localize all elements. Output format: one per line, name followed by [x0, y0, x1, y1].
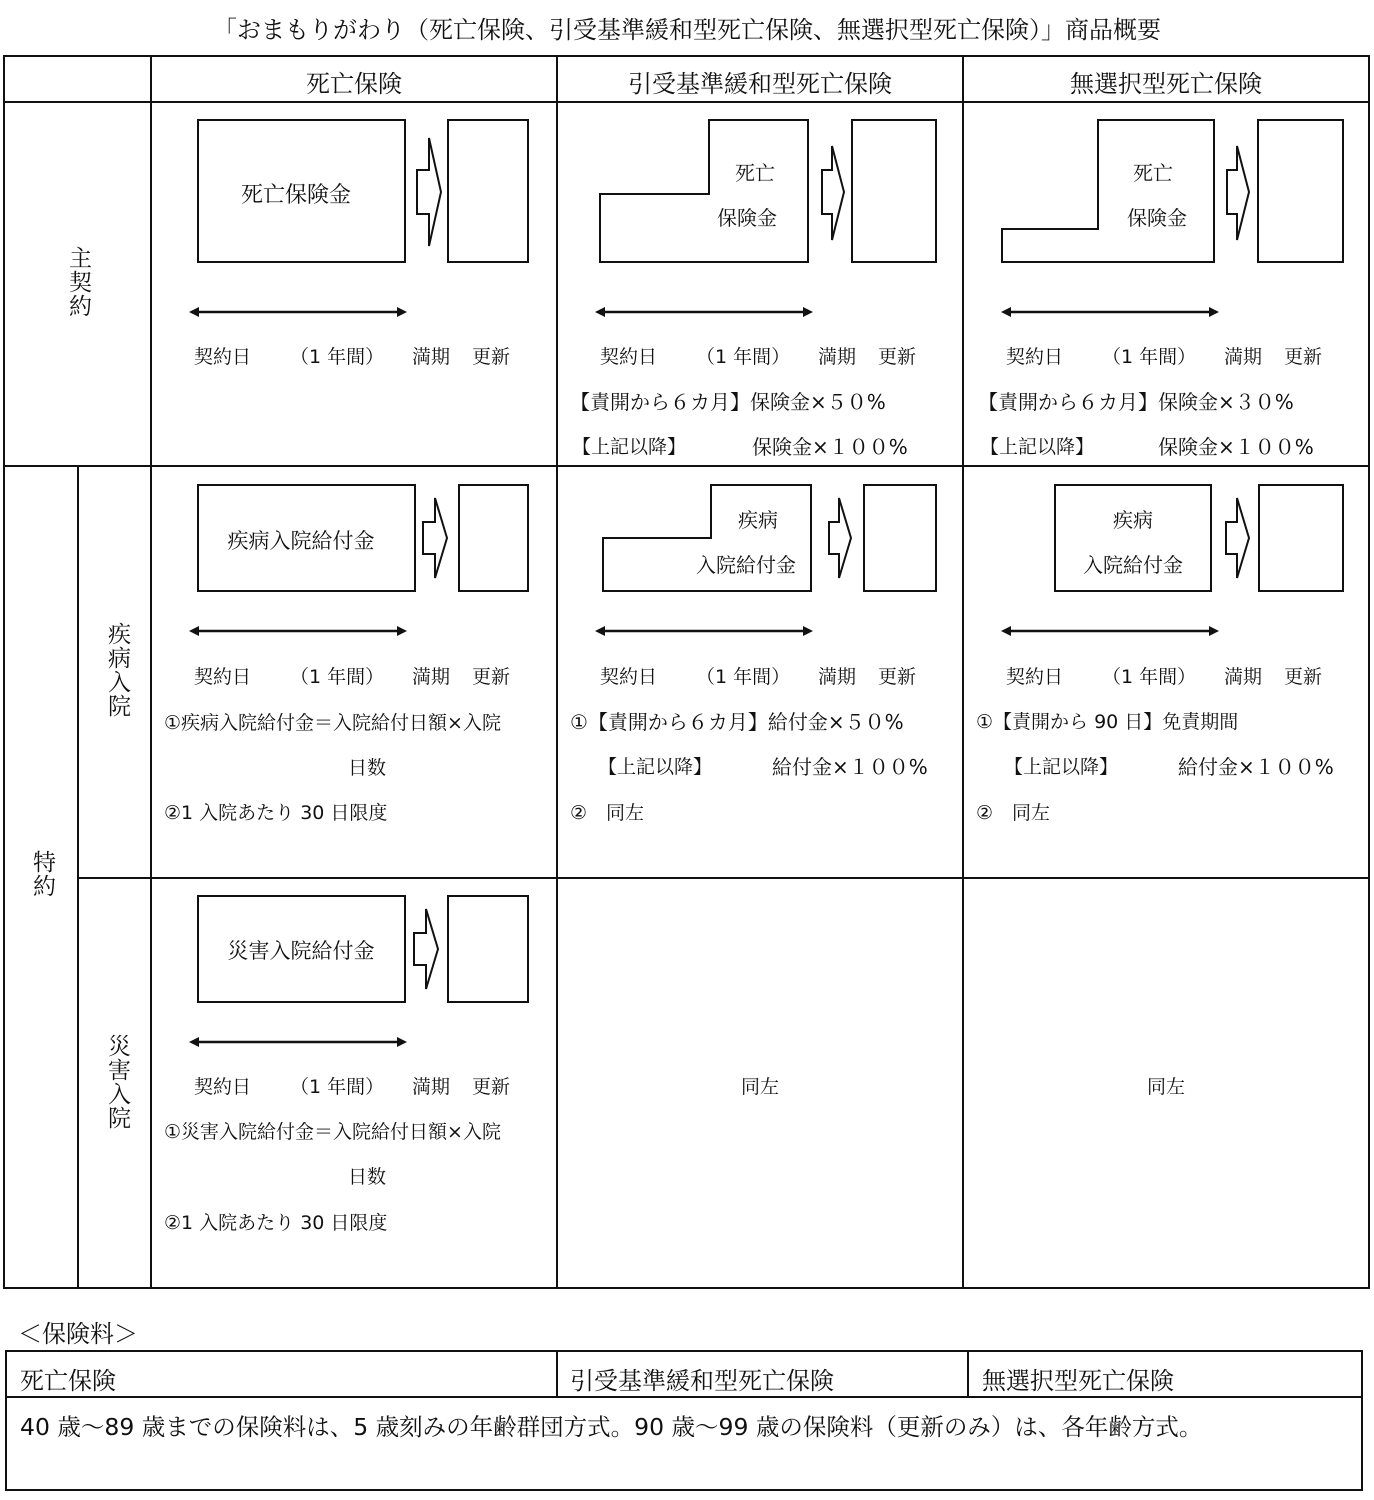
- timeline-period: （1 年間）: [290, 666, 385, 688]
- benefit-label: 死亡保険金: [240, 183, 351, 208]
- benefit-label: 死亡: [735, 161, 775, 185]
- note-line: 保険金×１００%: [752, 435, 908, 459]
- note-line: 保険金×１００%: [1158, 435, 1314, 459]
- benefit-label: 死亡: [1133, 161, 1173, 185]
- premium-text: 40 歳～89 歳までの保険料は、5 歳刻みの年齢群団方式。90 歳～99 歳の保険料（更新のみ）は、各年齢方式。: [20, 1413, 1203, 1441]
- note-line: ①災害入院給付金＝入院給付日額×入院: [164, 1121, 501, 1143]
- note-line: 【上記以降】: [1004, 756, 1119, 778]
- timeline-maturity: 満期: [1224, 346, 1263, 368]
- block-arrow-icon: [822, 146, 844, 240]
- premium-heading: ＜保険料＞: [18, 1320, 138, 1348]
- benefit-label: 疾病入院給付金: [227, 529, 375, 553]
- note-line: 給付金×１００%: [1178, 755, 1334, 779]
- timeline-period: （1 年間）: [290, 1076, 385, 1098]
- row-label-sick: 疾病入院: [104, 622, 130, 718]
- timeline-renew: 更新: [1284, 346, 1323, 368]
- benefit-box: [600, 120, 808, 262]
- note-line: 【責開から６カ月】保険金×３０%: [978, 390, 1294, 414]
- note-line: ② 同左: [570, 802, 645, 824]
- note-line: 【責開から６カ月】保険金×５０%: [570, 390, 886, 414]
- block-arrow-icon: [1226, 498, 1249, 578]
- column-header: 無選択型死亡保険: [1070, 70, 1262, 98]
- block-arrow-icon: [417, 138, 441, 246]
- timeline-start: 契約日: [194, 666, 252, 688]
- timeline-maturity: 満期: [412, 1076, 451, 1098]
- timeline-start: 契約日: [194, 346, 252, 368]
- note-line: ①疾病入院給付金＝入院給付日額×入院: [164, 712, 501, 734]
- renewal-box: [448, 120, 528, 262]
- benefit-label: 保険金: [1127, 206, 1187, 230]
- note-line: 【上記以降】: [572, 436, 687, 458]
- timeline-period: （1 年間）: [1102, 666, 1197, 688]
- timeline-renew: 更新: [878, 346, 917, 368]
- benefit-label: 保険金: [717, 206, 777, 230]
- timeline-period: （1 年間）: [696, 666, 791, 688]
- timeline-period: （1 年間）: [290, 346, 385, 368]
- note-line: 【上記以降】: [980, 436, 1095, 458]
- timeline-renew: 更新: [472, 346, 511, 368]
- renewal-box: [1258, 120, 1343, 262]
- page-title: 「おまもりがわり（死亡保険、引受基準緩和型死亡保険、無選択型死亡保険）」商品概要: [213, 16, 1161, 44]
- note-line: ①【責開から６カ月】給付金×５０%: [570, 710, 904, 734]
- timeline-start: 契約日: [600, 666, 658, 688]
- note-line: 【上記以降】: [598, 756, 713, 778]
- timeline-maturity: 満期: [412, 346, 451, 368]
- benefit-label: 災害入院給付金: [227, 939, 375, 963]
- timeline-start: 契約日: [194, 1076, 252, 1098]
- premium-header: 引受基準緩和型死亡保険: [570, 1367, 834, 1395]
- renewal-box: [852, 120, 936, 262]
- block-arrow-icon: [423, 498, 447, 578]
- renewal-box: [448, 896, 528, 1002]
- block-arrow-icon: [1227, 146, 1249, 240]
- timeline-period: （1 年間）: [1102, 346, 1197, 368]
- timeline-maturity: 満期: [818, 666, 857, 688]
- timeline-maturity: 満期: [818, 346, 857, 368]
- benefit-box: [1002, 120, 1214, 262]
- column-header: 死亡保険: [306, 70, 402, 98]
- timeline-start: 契約日: [1006, 666, 1064, 688]
- block-arrow-icon: [414, 909, 438, 989]
- timeline-renew: 更新: [878, 666, 917, 688]
- note-line: ①【責開から 90 日】免責期間: [976, 711, 1239, 733]
- benefit-label: 入院給付金: [1083, 553, 1183, 577]
- note-line: ②1 入院あたり 30 日限度: [164, 802, 388, 824]
- benefit-label: 入院給付金: [696, 553, 796, 577]
- premium-header: 無選択型死亡保険: [982, 1367, 1174, 1395]
- note-line: ② 同左: [976, 802, 1051, 824]
- note-line: ②1 入院あたり 30 日限度: [164, 1212, 388, 1234]
- timeline-start: 契約日: [1006, 346, 1064, 368]
- block-arrow-icon: [829, 498, 851, 578]
- timeline-period: （1 年間）: [696, 346, 791, 368]
- note-line: 日数: [348, 1166, 387, 1188]
- row-label-rider: 特約: [29, 850, 55, 898]
- timeline-maturity: 満期: [1224, 666, 1263, 688]
- timeline-renew: 更新: [472, 666, 511, 688]
- renewal-box: [1259, 485, 1343, 591]
- note-line: 給付金×１００%: [772, 755, 928, 779]
- benefit-label: 疾病: [738, 508, 778, 532]
- same-as-left: 同左: [740, 1076, 779, 1098]
- renewal-box: [459, 485, 528, 591]
- timeline-start: 契約日: [600, 346, 658, 368]
- column-header: 引受基準緩和型死亡保険: [628, 70, 892, 98]
- note-line: 日数: [348, 757, 387, 779]
- row-label-main: 主契約: [65, 246, 91, 318]
- timeline-renew: 更新: [1284, 666, 1323, 688]
- row-label-disaster: 災害入院: [104, 1034, 130, 1130]
- timeline-maturity: 満期: [412, 666, 451, 688]
- same-as-left: 同左: [1146, 1076, 1185, 1098]
- timeline-renew: 更新: [472, 1076, 511, 1098]
- benefit-label: 疾病: [1113, 508, 1153, 532]
- renewal-box: [864, 485, 936, 591]
- premium-header: 死亡保険: [20, 1367, 116, 1395]
